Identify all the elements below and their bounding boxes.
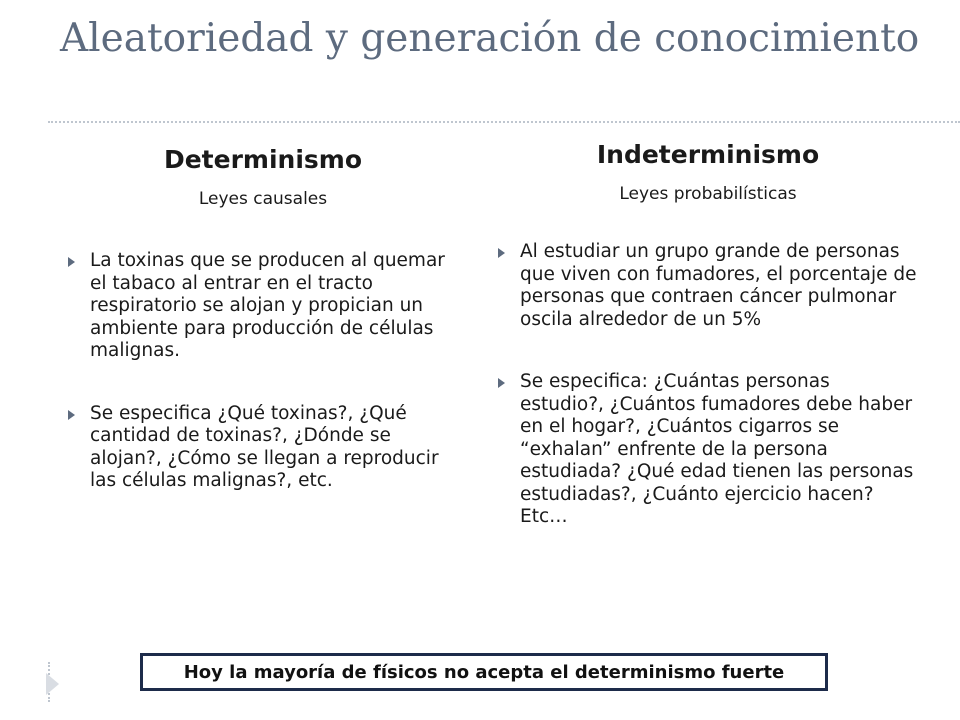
bullet-text: Se especifica ¿Qué toxinas?, ¿Qué cantidad de toxinas?, ¿Dónde se alojan?, ¿Cómo se llegan a reproducir las células malignas?, etc. [90, 402, 439, 491]
bullet-arrow-icon [68, 410, 75, 420]
determinism-bullet-list [68, 250, 458, 493]
bullet-arrow-icon [498, 378, 505, 388]
determinism-heading: Determinismo [163, 145, 363, 174]
bullet-arrow-icon [68, 257, 75, 267]
bullet-text: Al estudiar un grupo grande de personas que viven con fumadores, el porcentaje de personas que contraen cáncer pulmonar oscila alrededor de un 5% [520, 241, 917, 330]
determinism-column [68, 140, 458, 493]
bullet-item [68, 250, 458, 363]
conclusion-callout: Hoy la mayoría de físicos no acepta el determinismo fuerte [140, 653, 828, 691]
indeterminism-column [498, 135, 918, 529]
indeterminism-subheading: Leyes probabilísticas [619, 184, 797, 204]
determinism-subheading: Leyes causales [198, 189, 328, 209]
title-divider [48, 121, 960, 123]
indeterminism-heading: Indeterminismo [596, 140, 820, 169]
bullet-arrow-icon [498, 248, 505, 258]
bullet-text: Se especifica: ¿Cuántas personas estudio?, ¿Cuántos fumadores debe haber en el hogar?, ¿Cuántos cigarros se “exhalan” enfrente de la persona estudiada? ¿Qué edad tienen las personas estudiadas?, ¿Cuánto ejercicio hacen? Etc… [520, 371, 914, 527]
bullet-item [498, 241, 918, 331]
bullet-item [68, 403, 458, 493]
slide-title: Aleatoriedad y generación de conocimiento [60, 16, 920, 61]
corner-arrow-icon [46, 673, 59, 695]
bullet-item [498, 371, 918, 529]
bullet-text: La toxinas que se producen al quemar el tabaco al entrar en el tracto respiratorio se alojan y propician un ambiente para producción de células malignas. [90, 250, 445, 361]
indeterminism-bullet-list [498, 241, 918, 529]
